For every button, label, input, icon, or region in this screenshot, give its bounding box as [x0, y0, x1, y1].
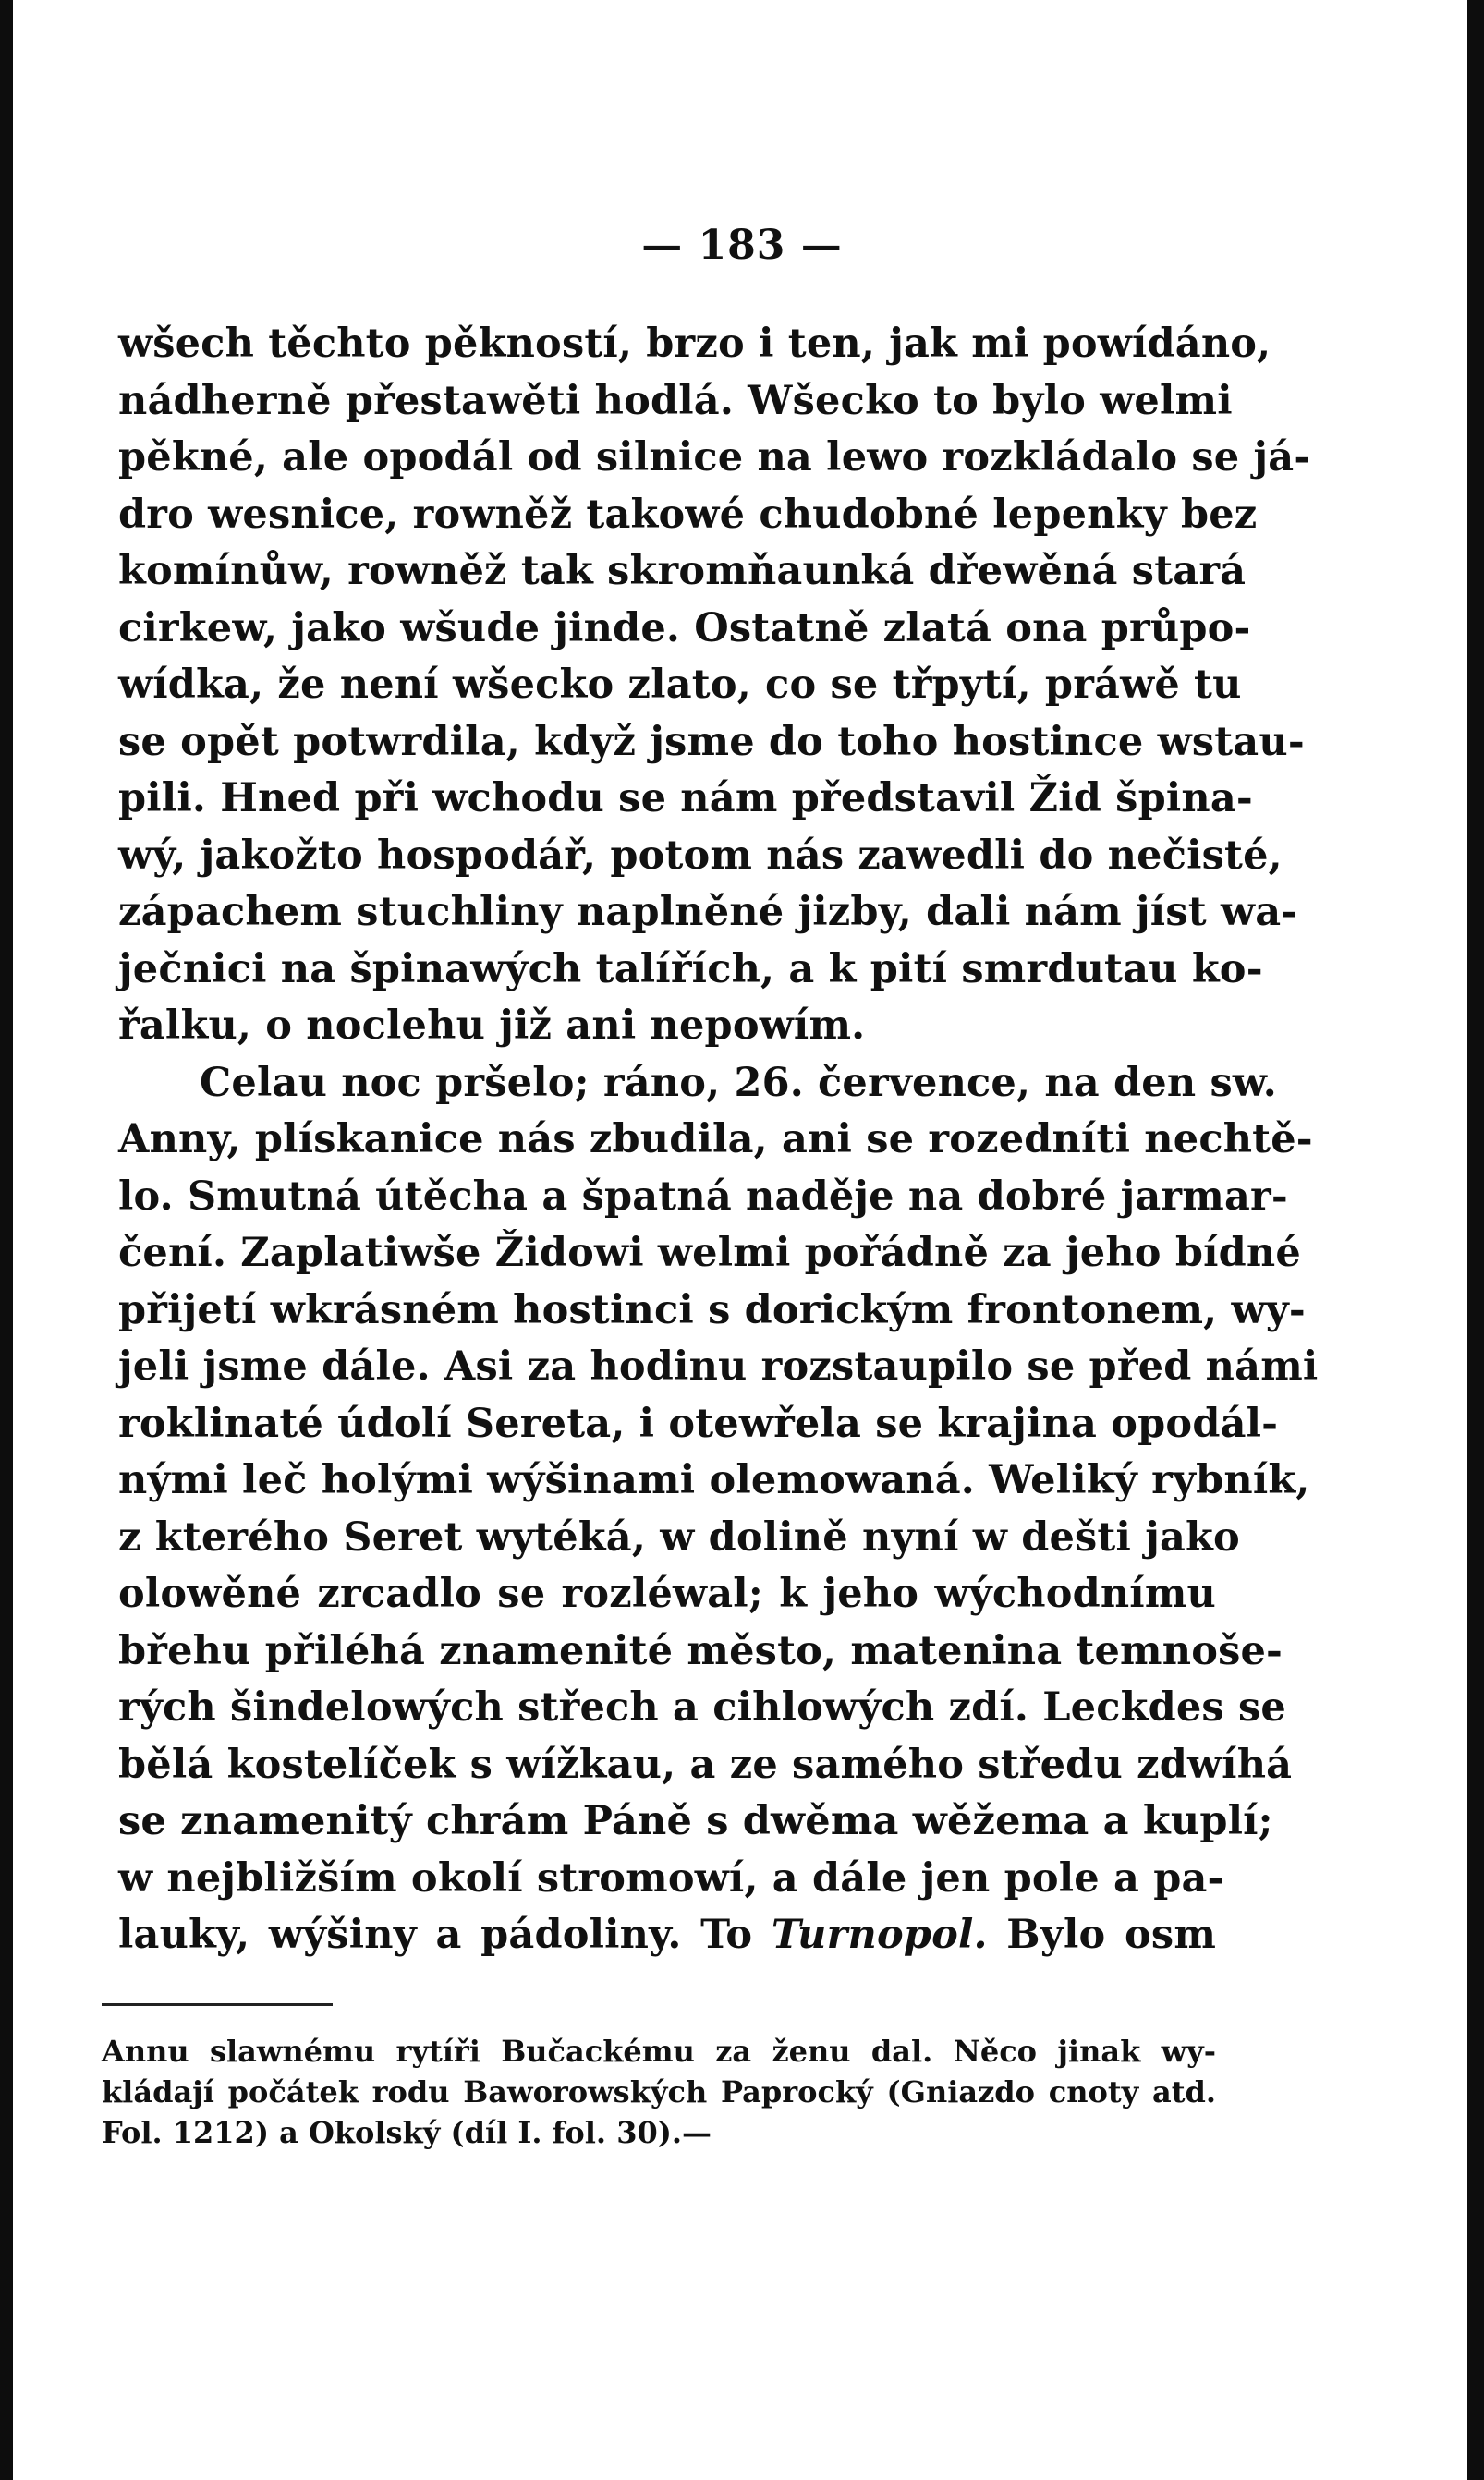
text-line: pili. Hned při wchodu se nám představil Žid špina- [118, 775, 1253, 821]
footnotes [102, 2031, 1216, 2153]
text-line: cirkew, jako wšude jinde. Ostatně zlatá ona průpo- [118, 604, 1251, 651]
body-text [118, 316, 1319, 1964]
text-segment: lauky, wýšiny a pádoliny. To [118, 1912, 753, 1958]
footnote-line: kládají počátek rodu Baworowských Paprocký (Gniazdo cnoty atd. [102, 2074, 1216, 2109]
text-line: Celau noc pršelo; ráno, 26. července, na den sw. [200, 1059, 1277, 1106]
text-line: nými leč holými wýšinami olemowaná. Weliký rybník, [118, 1457, 1310, 1503]
footnote-line: Annu slawnému rytíři Bučackému za ženu dal. Něco jinak wy- [102, 2034, 1216, 2069]
text-line-last [118, 1907, 1216, 1964]
text-line: nádherně přestawěti hodlá. Wšecko to bylo welmi [118, 377, 1233, 424]
text-line: pěkné, ale opodál od silnice na lewo rozkládalo se já- [118, 434, 1311, 480]
text-line: wídka, že není wšecko zlato, co se třpytí, práwě tu [118, 662, 1242, 708]
text-line: jeli jsme dále. Asi za hodinu rozstaupilo se před námi [118, 1343, 1319, 1390]
text-line: ječnici na špinawých talířích, a k pití smrdutau ko- [118, 945, 1263, 992]
text-line: lo. Smutná útěcha a špatná naděje na dobré jarmar- [118, 1173, 1288, 1220]
text-line: přijetí wkrásném hostinci s dorickým frontonem, wy- [118, 1286, 1306, 1333]
footnote-line: Fol. 1212) a Okolský (díl I. fol. 30).— [102, 2115, 712, 2150]
text-line: wý, jakožto hospodář, potom nás zawedli do nečisté, [118, 832, 1283, 879]
scan-right-edge [1467, 0, 1484, 2480]
text-line: rých šindelowých střech a cihlowých zdí. Leckdes se [118, 1684, 1286, 1731]
text-line: komínůw, rowněž tak skromňaunká dřewěná stará [118, 548, 1247, 594]
footnote-divider [102, 2003, 333, 2006]
text-line: dro wesnice, rowněž takowé chudobné lepenky bez [118, 491, 1258, 538]
text-segment: Bylo osm [1006, 1912, 1217, 1958]
page-number: — 183 — [641, 222, 843, 269]
text-line: olowěné zrcadlo se rozléwal; k jeho wýchodnímu [118, 1571, 1216, 1617]
text-line: se znamenitý chrám Páně s dwěma wěžema a kuplí; [118, 1798, 1273, 1844]
text-line: bělá kostelíček s wížkau, a ze samého středu zdwíhá [118, 1741, 1293, 1788]
text-line: čení. Zaplatiwše Židowi welmi pořádně za jeho bídné [118, 1230, 1301, 1276]
text-line: wšech těchto pěkností, brzo i ten, jak mi powídáno, [118, 321, 1271, 367]
place-name-italic: Turnopol. [771, 1912, 988, 1958]
text-line: Anny, plískanice nás zbudila, ani se rozedníti nechtě- [118, 1116, 1313, 1162]
text-line: břehu přiléhá znamenité město, matenina temnoše- [118, 1627, 1283, 1674]
text-line: zápachem stuchliny naplněné jizby, dali nám jíst wa- [118, 889, 1298, 935]
text-line: řalku, o noclehu již ani nepowím. [118, 1003, 866, 1049]
text-line: se opět potwrdila, když jsme do toho hostince wstau- [118, 718, 1305, 765]
scan-left-edge [0, 0, 13, 2480]
text-line: w nejbližším okolí stromowí, a dále jen pole a pa- [118, 1854, 1224, 1902]
text-line: roklinaté údolí Sereta, i otewřela se krajina opodál- [118, 1400, 1279, 1447]
text-line: z kterého Seret wytéká, w dolině nyní w dešti jako [118, 1514, 1240, 1561]
